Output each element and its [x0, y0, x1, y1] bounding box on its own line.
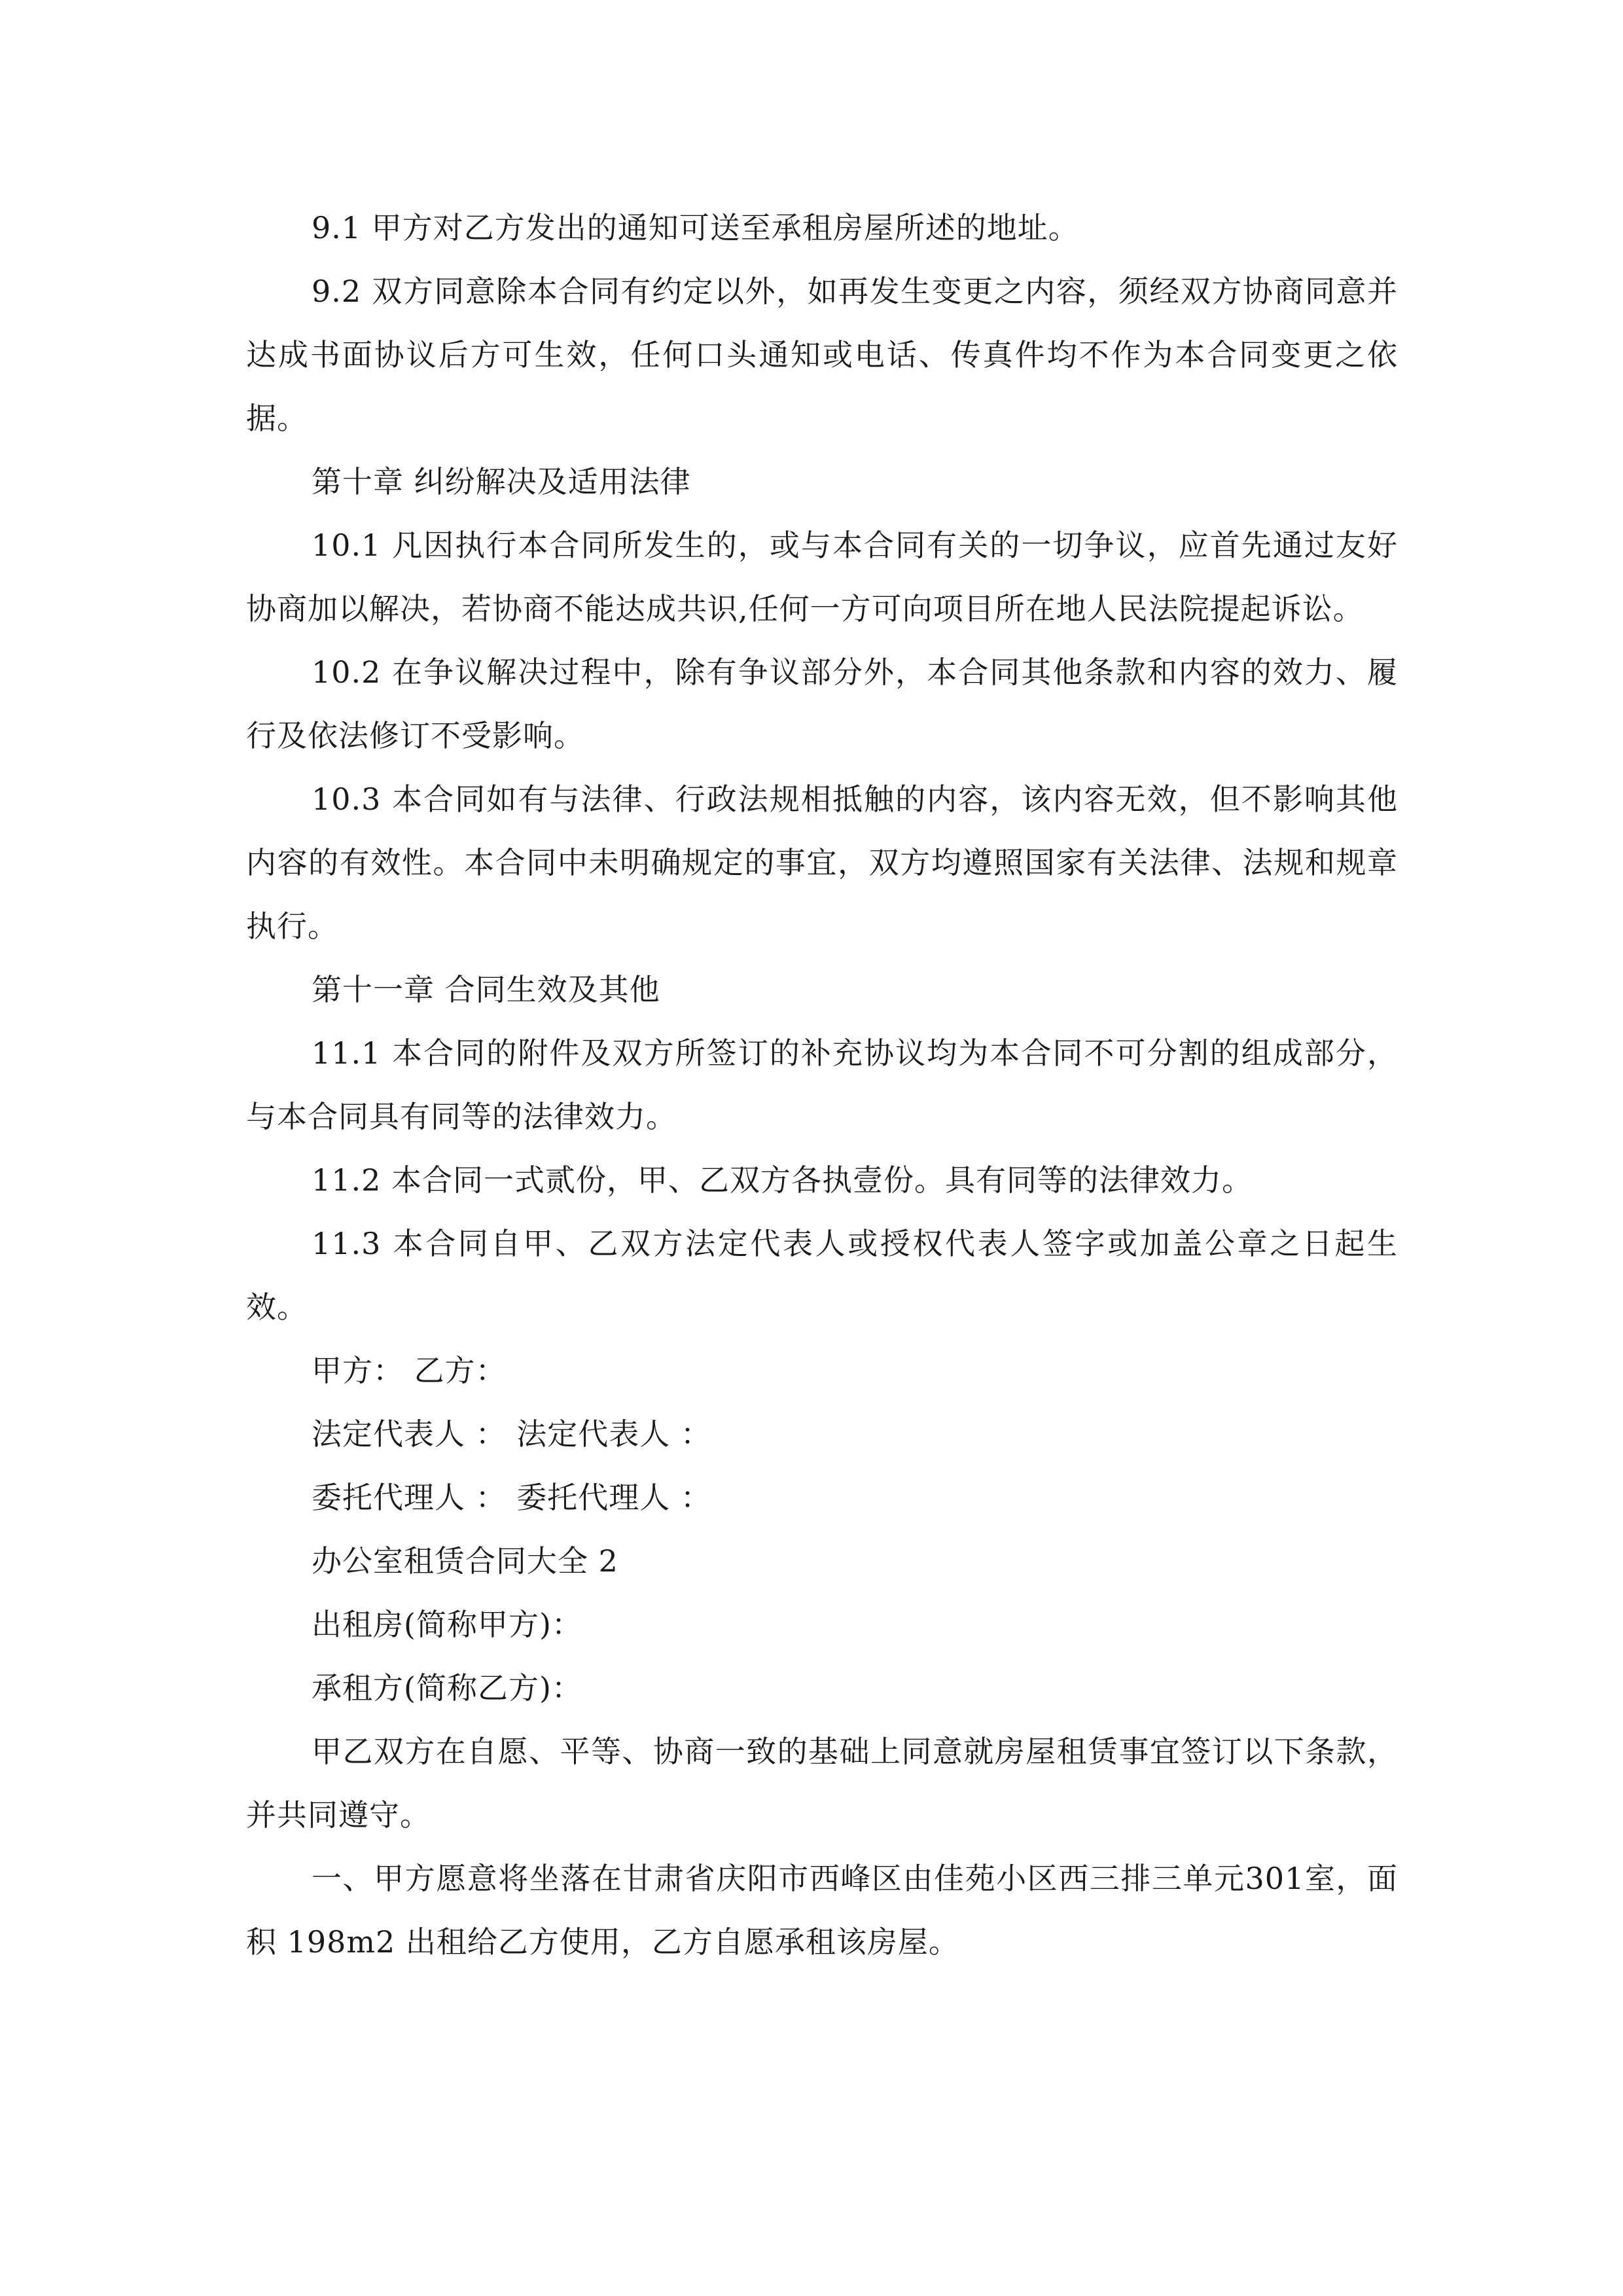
lessee-line: 承租方(简称乙方)：: [312, 1670, 582, 1706]
party-names-line: 甲方： 乙方：: [312, 1353, 507, 1388]
legal-rep-line: 法定代表人 ： 法定代表人 ：: [312, 1416, 711, 1452]
lessor-line: 出租房(简称甲方)：: [312, 1607, 582, 1642]
agent-line: 委托代理人 ： 委托代理人 ：: [312, 1480, 711, 1515]
document-body: [246, 196, 1398, 1974]
preamble: 甲乙双方在自愿、平等、协商一致的基础上同意就房屋租赁事宜签订以下条款，并共同遵守。: [246, 1734, 1398, 1833]
clause-10-2: 10.2 在争议解决过程中，除有争议部分外，本合同其他条款和内容的效力、履行及依法修订不受影响。: [246, 655, 1398, 753]
chapter-11-heading: 第十一章 合同生效及其他: [312, 972, 660, 1007]
clause-9-2: 9.2 双方同意除本合同有约定以外，如再发生变更之内容，须经双方协商同意并达成书面协议后方可生效，任何口头通知或电话、传真件均不作为本合同变更之依据。: [246, 274, 1398, 436]
contract-2-title: 办公室租赁合同大全 2: [312, 1543, 618, 1579]
clause-10-1: 10.1 凡因执行本合同所发生的，或与本合同有关的一切争议，应首先通过友好协商加以解决，若协商不能达成共识,任何一方可向项目所在地人民法院提起诉讼。: [246, 528, 1398, 626]
clause-11-3: 11.3 本合同自甲、乙双方法定代表人或授权代表人签字或加盖公章之日起生效。: [246, 1226, 1398, 1325]
clause-11-2: 11.2 本合同一式贰份，甲、乙双方各执壹份。具有同等的法律效力。: [312, 1162, 1253, 1198]
clause-10-3: 10.3 本合同如有与法律、行政法规相抵触的内容，该内容无效，但不影响其他内容的有效性。本合同中未明确规定的事宜，双方均遵照国家有关法律、法规和规章执行。: [246, 781, 1398, 944]
chapter-10-heading: 第十章 纠纷解决及适用法律: [312, 464, 691, 499]
article-1: 一、甲方愿意将坐落在甘肃省庆阳市西峰区由佳苑小区西三排三单元301室，面积 198m2 出租给乙方使用，乙方自愿承租该房屋。: [246, 1861, 1398, 1960]
clause-11-1: 11.1 本合同的附件及双方所签订的补充协议均为本合同不可分割的组成部分，与本合同具有同等的法律效力。: [246, 1035, 1398, 1134]
clause-9-1: 9.1 甲方对乙方发出的通知可送至承租房屋所述的地址。: [312, 210, 1079, 245]
